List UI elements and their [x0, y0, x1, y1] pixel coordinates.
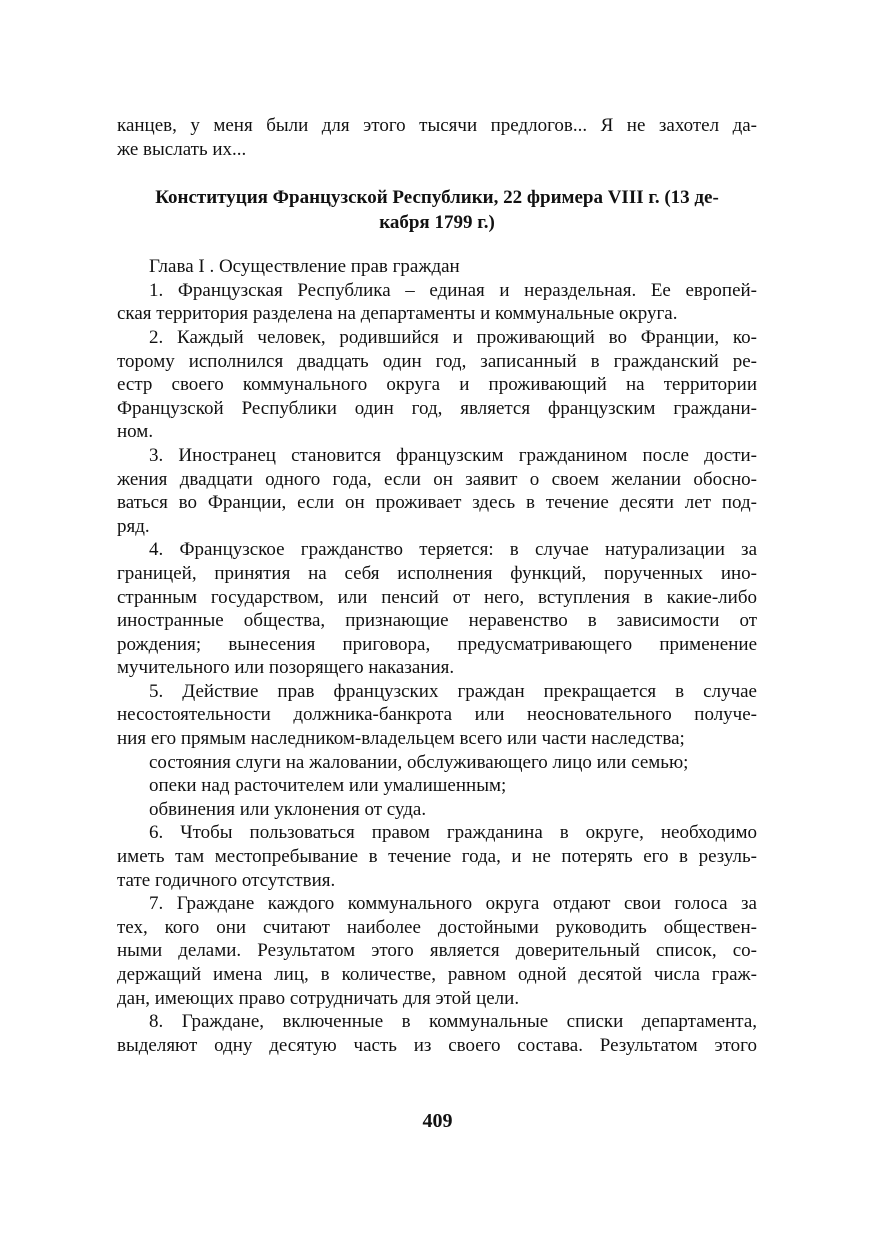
text-line: состояния слуги на жаловании, обслуживающего лицо или семью; — [149, 751, 689, 773]
text-line: канцев, у меня были для этого тысячи предлогов... Я не захотел да- — [117, 115, 757, 136]
page-number: 409 — [422, 1110, 453, 1132]
text-line: странным государством, или пенсий от него, вступления в какие-либо — [117, 586, 757, 608]
text-line: держащий имена лиц, в количестве, равном одной десятой числа граж- — [117, 964, 757, 985]
article-5-clause — [117, 751, 757, 775]
text-line: же выслать их... — [117, 138, 247, 160]
text-line: выделяют одну десятую часть из своего состава. Результатом этого — [117, 1034, 757, 1056]
text-line: Французской Республики один год, является французским граждани- — [117, 397, 757, 419]
chapter-heading — [117, 255, 757, 279]
document-title — [117, 185, 757, 235]
text-line: опеки над расточителем или умалишенным; — [149, 775, 507, 797]
text-line: жения двадцати одного года, если он заявит о своем желании обосно- — [117, 468, 757, 490]
text-line: рождения; вынесения приговора, предусматривающего применение — [117, 633, 757, 655]
article-5-clause — [117, 798, 757, 822]
article-6 — [117, 821, 757, 892]
text-line: 7. Граждане каждого коммунального округа отдают свои голоса за — [149, 893, 757, 915]
text-line: несостоятельности должника-банкрота или неосновательного получе- — [117, 704, 757, 726]
text-line: естр своего коммунального округа и проживающий на территории — [117, 374, 757, 396]
text-line: 4. Французское гражданство теряется: в случае натурализации за — [149, 539, 757, 561]
text-line: дан, имеющих право сотрудничать для этой цели. — [117, 987, 520, 1009]
text-line: тех, кого они считают наиболее достойными руководить обществен- — [117, 916, 757, 938]
text-line: 8. Граждане, включенные в коммунальные списки департамента, — [149, 1011, 757, 1033]
text-line: 2. Каждый человек, родившийся и проживающий во Франции, ко- — [149, 326, 757, 348]
text-line: ская территория разделена на департаменты и коммунальные округа. — [117, 303, 678, 325]
text-line: мучительного или позорящего наказания. — [117, 657, 455, 679]
article-7 — [117, 892, 757, 1010]
text-line: 5. Действие прав французских граждан прекращается в случае — [149, 680, 757, 702]
article-4 — [117, 538, 757, 680]
text-line: торому исполнился двадцать один год, записанный в гражданский ре- — [117, 350, 757, 372]
text-line: ния его прямым наследником-владельцем всего или части наследства; — [117, 728, 685, 750]
text-line: 3. Иностранец становится французским гражданином после дости- — [149, 444, 757, 466]
article-2 — [117, 326, 757, 444]
text-line: обвинения или уклонения от суда. — [149, 798, 427, 820]
article-3 — [117, 444, 757, 538]
article-1 — [117, 279, 757, 326]
text-line: ными делами. Результатом этого является доверительный список, со- — [117, 940, 757, 962]
text-line: границей, принятия на себя исполнения функций, порученных ино- — [117, 562, 757, 584]
text-line: Глава I . Осуществление прав граждан — [149, 256, 460, 278]
text-line: тате годичного отсутствия. — [117, 869, 336, 891]
title-line: Конституция Французской Республики, 22 фримера VIII г. (13 де- — [155, 187, 719, 209]
article-5 — [117, 680, 757, 751]
text-line: иностранные общества, признающие неравенство в зависимости от — [117, 610, 757, 632]
text-line: ном. — [117, 421, 154, 443]
article-8 — [117, 1010, 757, 1057]
article-5-clause — [117, 774, 757, 798]
text-line: иметь там местопребывание в течение года, и не потерять его в резуль- — [117, 846, 757, 868]
intro-paragraph — [117, 114, 757, 161]
text-line: 1. Французская Республика – единая и нераздельная. Ее европей- — [149, 279, 757, 301]
page-body — [117, 114, 757, 1057]
text-line: 6. Чтобы пользоваться правом гражданина в округе, необходимо — [149, 822, 757, 844]
title-line: кабря 1799 г.) — [379, 212, 495, 234]
text-line: ряд. — [117, 515, 150, 537]
text-line: ваться во Франции, если он проживает здесь в течение десяти лет под- — [117, 492, 757, 514]
